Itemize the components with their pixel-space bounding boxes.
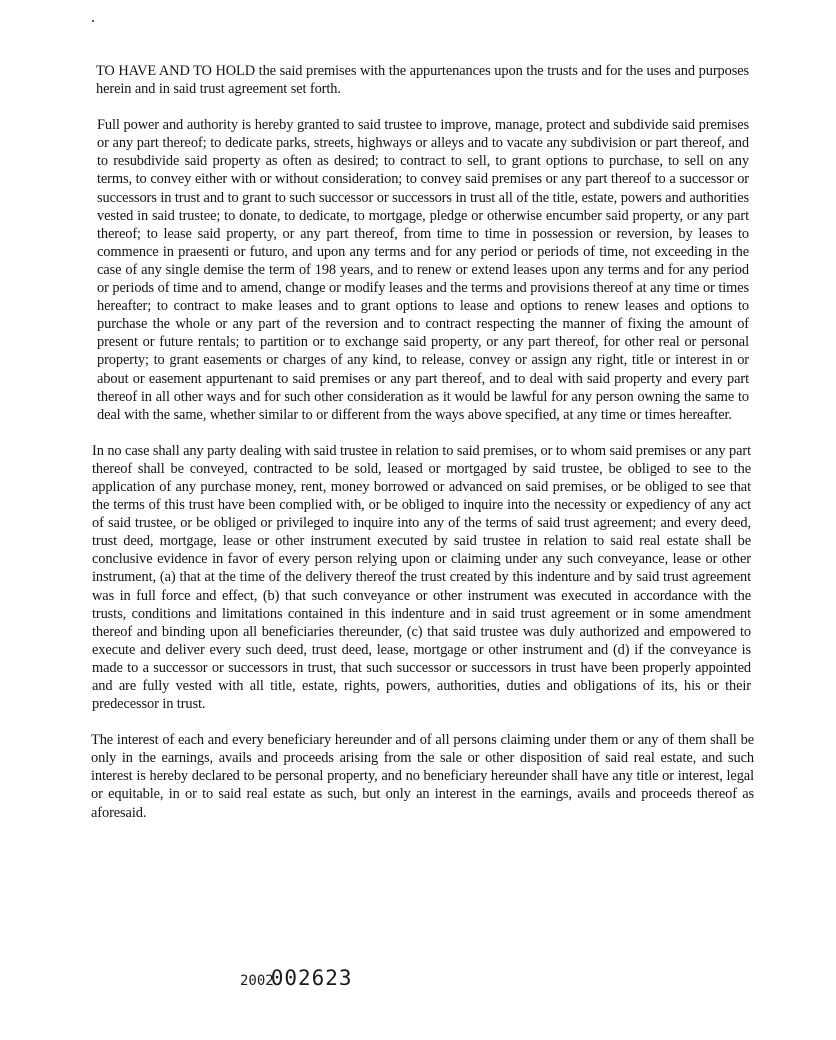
document-number-sequence: 002623 [270, 966, 353, 990]
beneficiary-interest-paragraph: The interest of each and every beneficiary hereunder and of all persons claiming under them or any of them shall be only in the earnings, avails and proceeds arising from the sale or other disposition of said real estate, and such interest is hereby declared to be personal property, and no beneficiary hereunder shall have any title or interest, legal or equitable, in or to said real estate as such, but only an interest in the earnings, avails and proceeds thereof as aforesaid. [91, 732, 754, 821]
deed-body [91, 62, 754, 840]
document-number-stamp [240, 966, 353, 990]
habendum-paragraph: TO HAVE AND TO HOLD the said premises with the appurtenances upon the trusts and for the uses and purposes herein and in said trust agreement set forth. [96, 63, 749, 98]
scan-speck [92, 20, 94, 22]
document-number-year: 2002 [240, 973, 274, 989]
trustee-powers-paragraph: Full power and authority is hereby granted to said trustee to improve, manage, protect and subdivide said premises or any part thereof; to dedicate parks, streets, highways or alleys and to vacate any subdivision or part thereof, and to resubdivide said property as often as desired; to contract to sell, to grant options to purchase, to sell on any terms, to convey either with or without consideration; to convey said premises or any part thereof to a successor or successors in trust and to grant to such successor or successors in trust all of the title, estate, powers and authorities vested in said trustee; to donate, to dedicate, to mortgage, pledge or otherwise encumber said property, or any part thereof; to lease said property, or any part thereof, from time to time in possession or reversion, by leases to commence in praesenti or futuro, and upon any terms and for any period or periods of time, not exceeding in the case of any single demise the term of 198 years, and to renew or extend leases upon any terms and for any period or periods of time and to amend, change or modify leases and the terms and provisions thereof at any time or times hereafter; to contract to make leases and to grant options to lease and options to renew leases and options to purchase the whole or any part of the reversion and to contract respecting the manner of fixing the amount of present or future rentals; to partition or to exchange said property, or any part thereof, for other real or personal property; to grant easements or charges of any kind, to release, convey or assign any right, title or interest in or about or easement appurtenant to said premises or any part thereof, and to deal with said property and every part thereof in all other ways and for such other consideration as it would be lawful for any person owning the same to deal with the same, whether similar to or different from the ways above specified, at any time or times hereafter. [97, 117, 749, 423]
third-party-protection-paragraph: In no case shall any party dealing with said trustee in relation to said premises, or to whom said premises or any part thereof shall be conveyed, contracted to be sold, leased or mortgaged by said trustee, be obliged to see to the application of any purchase money, rent, money borrowed or advanced on said premises, or be obliged to see that the terms of this trust have been complied with, or be obliged to inquire into the necessity or expediency of any act of said trustee, or be obliged or privileged to inquire into any of the terms of said trust agreement; and every deed, trust deed, mortgage, lease or other instrument executed by said trustee in relation to said real estate shall be conclusive evidence in favor of every person relying upon or claiming under any such conveyance, lease or other instrument, (a) that at the time of the delivery thereof the trust created by this indenture and by said trust agreement was in full force and effect, (b) that such conveyance or other instrument was executed in accordance with the trusts, conditions and limitations contained in this indenture and in said trust agreement or in some amendment thereof and binding upon all beneficiaries thereunder, (c) that said trustee was duly authorized and empowered to execute and deliver every such deed, trust deed, lease, mortgage or other instrument and (d) if the conveyance is made to a successor or successors in trust, that such successor or successors in trust have been properly appointed and are fully vested with all title, estate, rights, powers, authorities, duties and obligations of its, his or their predecessor in trust. [92, 442, 751, 713]
